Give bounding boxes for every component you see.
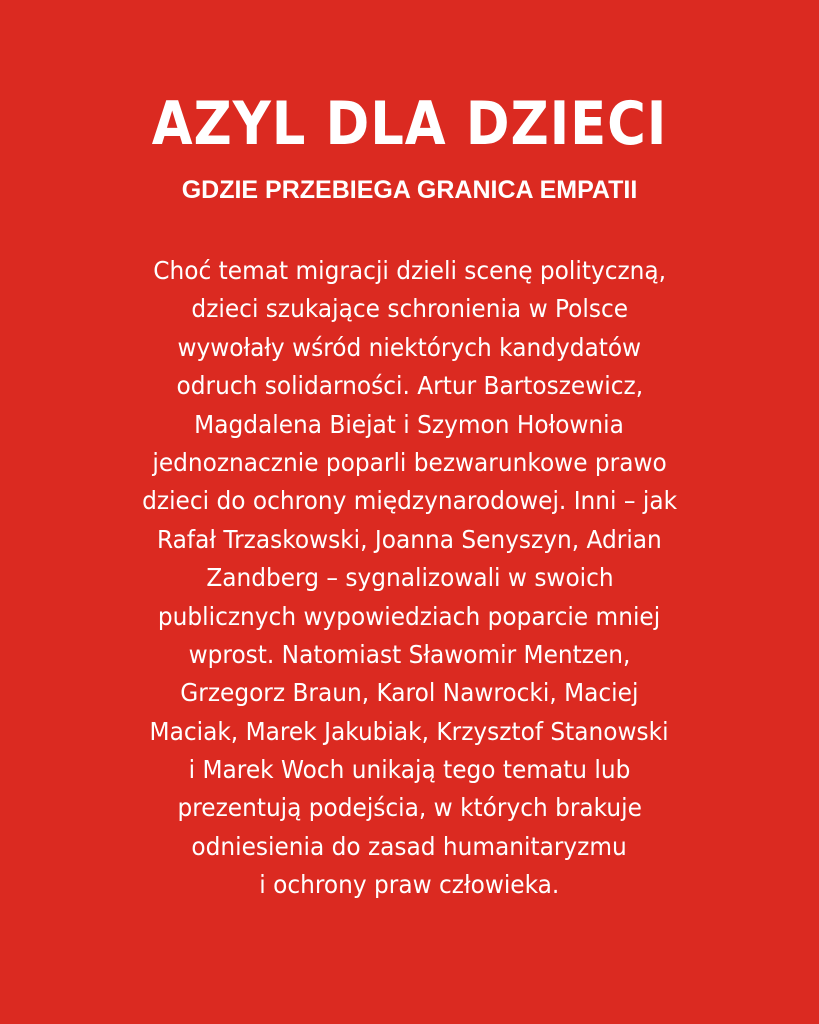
body-line: Zandberg – sygnalizowali w swoich (205, 563, 614, 593)
body-line: Magdalena Biejat i Szymon Hołownia (194, 409, 625, 439)
body-line: wprost. Natomiast Sławomir Mentzen, (188, 639, 631, 669)
body-paragraph (0, 252, 819, 905)
body-line: publicznych wypowiedziach poparcie mniej (158, 601, 661, 631)
body-line: Grzegorz Braun, Karol Nawrocki, Maciej (180, 678, 639, 708)
body-line: i Marek Woch unikają tego tematu lub (188, 755, 631, 785)
body-line: dzieci do ochrony międzynarodowej. Inni – jak (142, 486, 677, 516)
body-line: prezentują podejścia, w których brakuje (177, 793, 642, 823)
body-line: jednoznacznie poparli bezwarunkowe prawo (152, 447, 667, 477)
body-line: odruch solidarności. Artur Bartoszewicz, (176, 371, 643, 401)
body-line: dzieci szukające schronienia w Polsce (191, 294, 628, 324)
body-line: i ochrony praw człowieka. (259, 870, 560, 900)
page-title: AZYL DLA DZIECI (151, 89, 668, 159)
body-line: Maciak, Marek Jakubiak, Krzysztof Stanowski (150, 716, 669, 746)
body-line: odniesienia do zasad humanitaryzmu (191, 831, 628, 861)
page-subtitle: GDZIE PRZEBIEGA GRANICA EMPATII (181, 176, 638, 204)
body-line: Choć temat migracji dzieli scenę polityczną, (153, 256, 666, 285)
body-line: wywołały wśród niektórych kandydatów (177, 332, 642, 362)
body-line: Rafał Trzaskowski, Joanna Senyszyn, Adrian (157, 524, 662, 554)
